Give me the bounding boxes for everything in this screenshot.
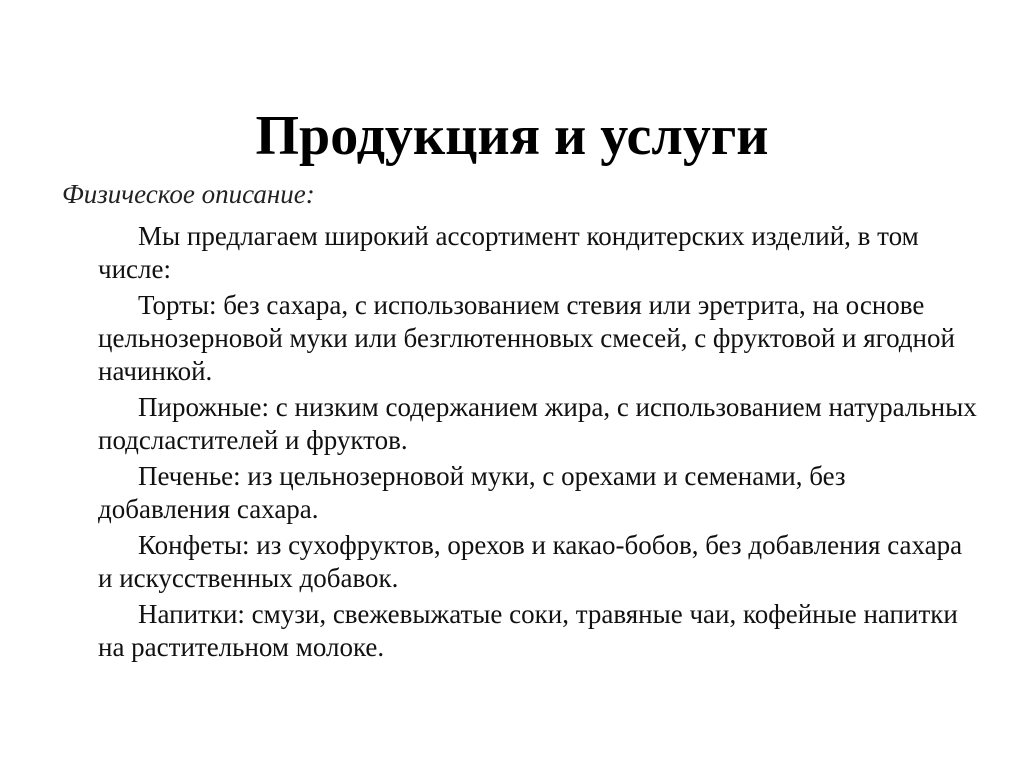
paragraph-pastries: Пирожные: с низким содержанием жира, с использованием натуральных подсластителей и фруктов. xyxy=(98,392,977,455)
paragraph-cakes: Торты: без сахара, с использованием стевия или эретрита, на основе цельнозерновой муки или безглютенновых смесей, с фруктовой и ягодной начинкой. xyxy=(98,290,955,386)
description-body xyxy=(98,220,978,667)
paragraph-candies: Конфеты: из сухофруктов, орехов и какао-бобов, без добавления сахара и искусственных добавок. xyxy=(98,530,963,593)
paragraph-intro: Мы предлагаем широкий ассортимент кондитерских изделий, в том числе: xyxy=(98,221,919,284)
slide-title: Продукция и услуги xyxy=(255,104,769,167)
section-subtitle: Физическое описание: xyxy=(62,179,315,209)
paragraph-cookies: Печенье: из цельнозерновой муки, с орехами и семенами, без добавления сахара. xyxy=(98,461,846,524)
paragraph-drinks: Напитки: смузи, свежевыжатые соки, травяные чаи, кофейные напитки на растительном молоке. xyxy=(98,599,958,662)
